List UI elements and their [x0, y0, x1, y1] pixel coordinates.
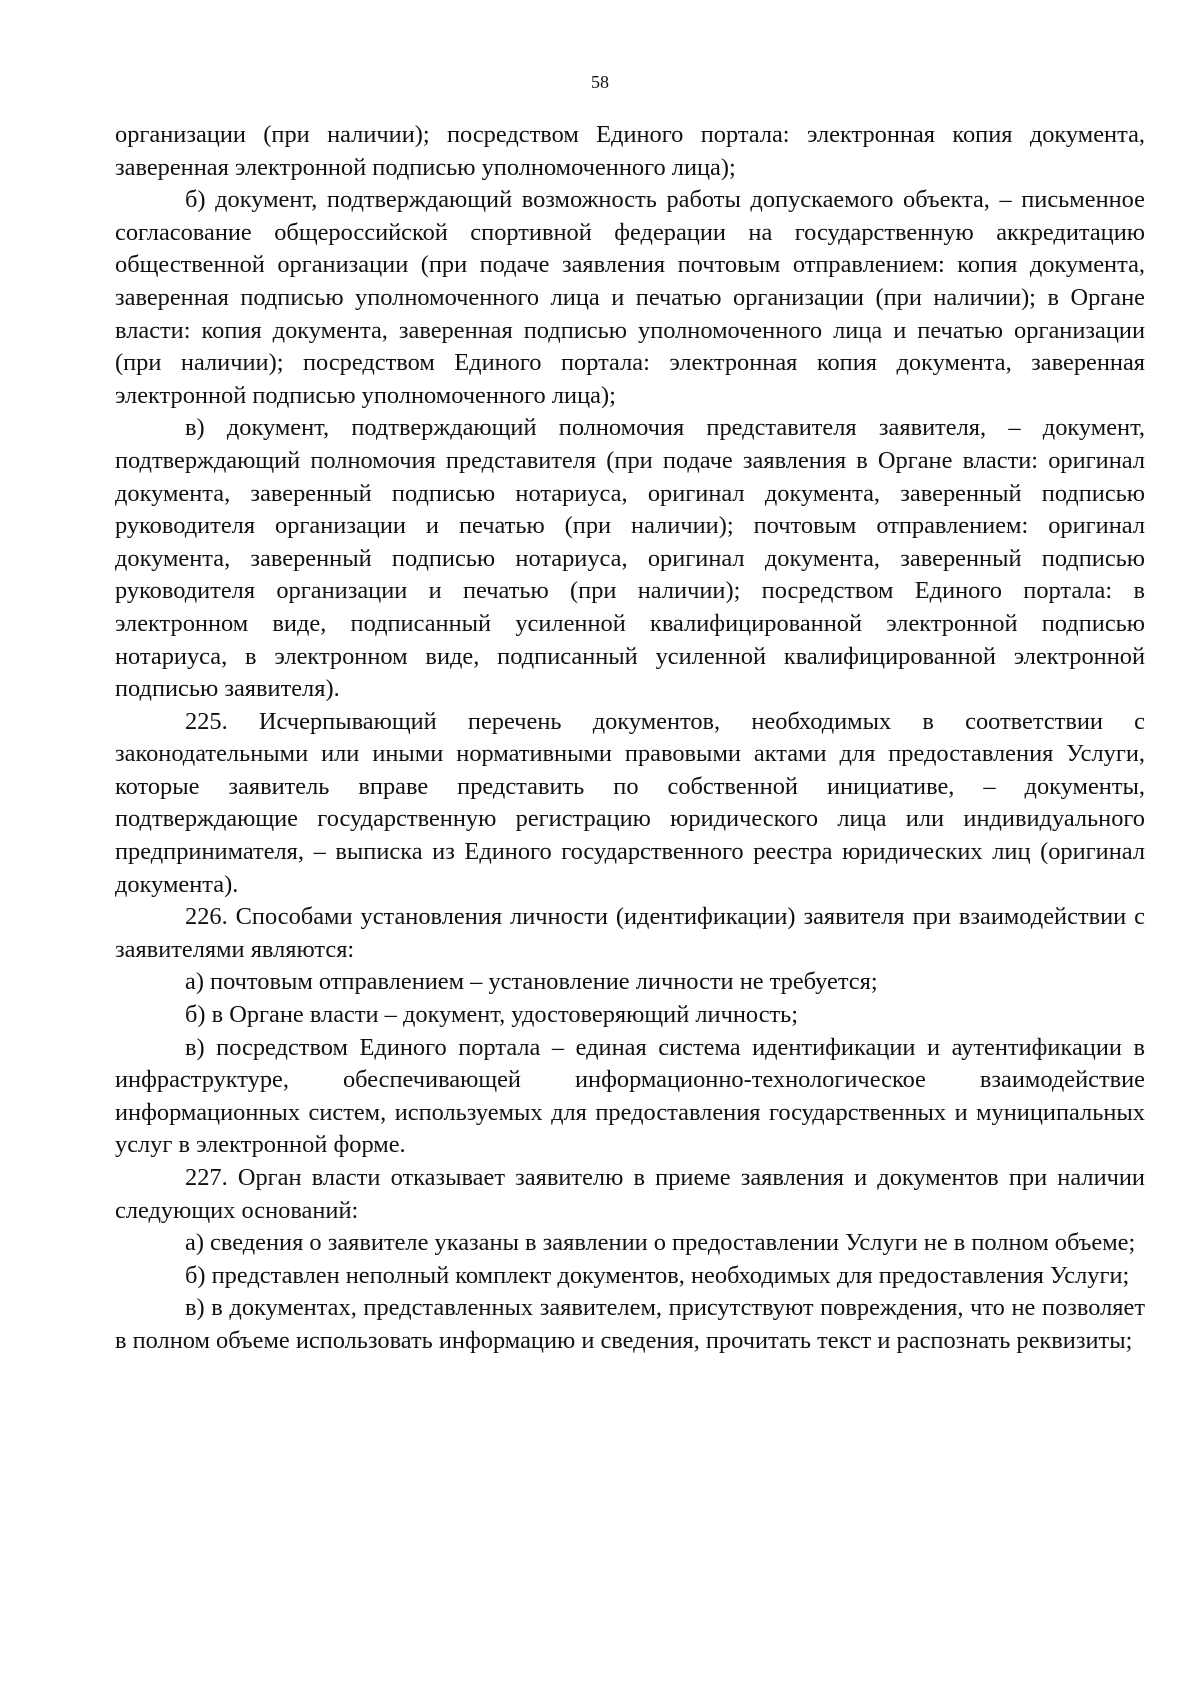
paragraph-225: 225. Исчерпывающий перечень документов, необходимых в соответствии с законодательными или иными нормативными правовыми актами для предоставления Услуги, которые заявитель вправе представить по собственной инициативе, – документы, подтверждающие государственную регистрацию юридического лица или индивидуального предпринимателя, – выписка из Единого государственного реестра юридических лиц (оригинал документа).: [115, 707, 1145, 898]
paragraph-226: 226. Способами установления личности (идентификации) заявителя при взаимодействии с заявителями являются:: [115, 903, 1145, 963]
paragraph-227-a: а) сведения о заявителе указаны в заявлении о предоставлении Услуги не в полном объеме;: [185, 1229, 1136, 1257]
paragraph-item-v: в) документ, подтверждающий полномочия представителя заявителя, – документ, подтверждающий полномочия представителя (при подаче заявления в Органе власти: оригинал документа, заверенный подписью нотариуса, оригинал документа, заверенный подписью руководителя организации и печатью (при наличии); почтовым отправлением: оригинал документа, заверенный подписью нотариуса, оригинал документа, заверенный подписью руководителя организации и печатью (при наличии); посредством Единого портала: в электронном виде, подписанный усиленной квалифицированной электронной подписью нотариуса, в электронном виде, подписанный усиленной квалифицированной электронной подписью заявителя).: [115, 414, 1145, 703]
paragraph-227: 227. Орган власти отказывает заявителю в приеме заявления и документов при наличии следующих оснований:: [115, 1164, 1145, 1224]
paragraph-226-v: в) посредством Единого портала – единая система идентификации и аутентификации в инфраструктуре, обеспечивающей информационно-технологическое взаимодействие информационных систем, используемых для предоставления государственных и муниципальных услуг в электронной форме.: [115, 1033, 1145, 1159]
paragraph-item-b: б) документ, подтверждающий возможность работы допускаемого объекта, – письменное согласование общероссийской спортивной федерации на государственную аккредитацию общественной организации (при подаче заявления почтовым отправлением: копия документа, заверенная подписью уполномоченного лица и печатью организации (при наличии); в Органе власти: копия документа, заверенная подписью уполномоченного лица и печатью организации (при наличии); посредством Единого портала: электронная копия документа, заверенная электронной подписью уполномоченного лица);: [115, 186, 1145, 409]
paragraph-227-v: в) в документах, представленных заявителем, присутствуют повреждения, что не позволяет в полном объеме использовать информацию и сведения, прочитать текст и распознать реквизиты;: [115, 1294, 1145, 1354]
paragraph-226-a: а) почтовым отправлением – установление личности не требуется;: [185, 968, 878, 996]
page-number: 58: [591, 72, 609, 92]
paragraph-227-b: б) представлен неполный комплект документов, необходимых для предоставления Услуги;: [185, 1261, 1130, 1289]
document-body: [115, 119, 1145, 1358]
paragraph-226-b: б) в Органе власти – документ, удостоверяющий личность;: [185, 1001, 799, 1029]
paragraph-continuation: организации (при наличии); посредством Единого портала: электронная копия документа, заверенная электронной подписью уполномоченного лица);: [115, 121, 1145, 181]
